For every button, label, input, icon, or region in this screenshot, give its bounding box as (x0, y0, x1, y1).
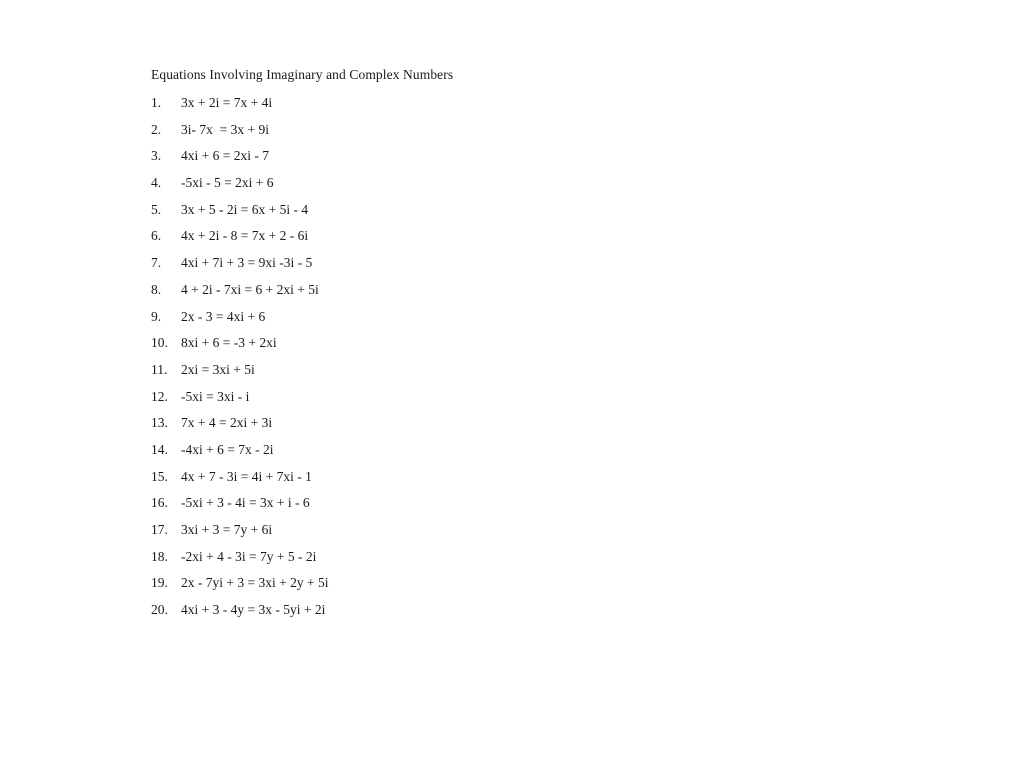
problem-equation: 3x + 5 - 2i = 6x + 5i - 4 (181, 201, 309, 217)
problem-number: 3. (151, 148, 162, 164)
problem-list (151, 94, 328, 628)
problem-number: 4. (151, 175, 162, 191)
problem-4 (151, 174, 328, 201)
problem-10 (151, 334, 328, 361)
problem-equation: 3i- 7x = 3x + 9i (181, 121, 269, 137)
problem-equation: 7x + 4 = 2xi + 3i (181, 415, 273, 431)
problem-number: 20. (151, 602, 168, 618)
problem-equation: 8xi + 6 = -3 + 2xi (181, 335, 277, 351)
problem-number: 11. (151, 361, 168, 377)
problem-equation: 3x + 2i = 7x + 4i (181, 95, 273, 110)
problem-equation: -4xi + 6 = 7x - 2i (181, 441, 274, 457)
problem-number: 17. (151, 522, 168, 537)
problem-equation: -2xi + 4 - 3i = 7y + 5 - 2i (181, 548, 317, 564)
problem-14 (151, 441, 328, 468)
problem-7 (151, 254, 328, 281)
problem-equation: 3xi + 3 = 7y + 6i (181, 522, 273, 537)
problem-number: 5. (151, 201, 162, 217)
problem-number: 16. (151, 495, 168, 511)
problem-equation: -5xi + 3 - 4i = 3x + i - 6 (181, 495, 310, 511)
problem-5 (151, 201, 328, 228)
problem-number: 7. (151, 255, 162, 271)
problem-equation: 4x + 2i - 8 = 7x + 2 - 6i (181, 228, 309, 244)
problem-equation: 4xi + 6 = 2xi - 7 (181, 148, 269, 164)
problem-2 (151, 121, 328, 148)
problem-equation: 4xi + 7i + 3 = 9xi -3i - 5 (181, 255, 313, 271)
problem-number: 13. (151, 415, 168, 431)
problem-16 (151, 494, 328, 521)
problem-13 (151, 414, 328, 441)
problem-equation: 4x + 7 - 3i = 4i + 7xi - 1 (181, 468, 312, 484)
problem-equation: 4 + 2i - 7xi = 6 + 2xi + 5i (181, 281, 319, 297)
problem-3 (151, 147, 328, 174)
problem-17 (151, 521, 328, 548)
problem-equation: 4xi + 3 - 4y = 3x - 5yi + 2i (181, 602, 326, 618)
problem-number: 18. (151, 548, 168, 564)
problem-1 (151, 94, 328, 121)
problem-number: 14. (151, 441, 168, 457)
problem-number: 19. (151, 575, 168, 591)
problem-8 (151, 281, 328, 308)
problem-9 (151, 308, 328, 335)
problem-equation: -5xi - 5 = 2xi + 6 (181, 175, 274, 191)
problem-equation: 2x - 7yi + 3 = 3xi + 2y + 5i (181, 575, 329, 591)
problem-number: 2. (151, 121, 162, 137)
problem-equation: 2xi = 3xi + 5i (181, 361, 255, 377)
problem-number: 8. (151, 281, 162, 297)
problem-equation: -5xi = 3xi - i (181, 388, 250, 404)
problem-equation: 2x - 3 = 4xi + 6 (181, 308, 266, 324)
worksheet-title: Equations Involving Imaginary and Complex Numbers (151, 67, 454, 82)
problem-18 (151, 548, 328, 575)
problem-12 (151, 388, 328, 415)
problem-number: 12. (151, 388, 168, 404)
problem-number: 1. (151, 95, 162, 110)
problem-number: 15. (151, 468, 168, 484)
problem-19 (151, 574, 328, 601)
problem-number: 6. (151, 228, 162, 244)
problem-number: 9. (151, 308, 162, 324)
problem-15 (151, 468, 328, 495)
problem-20 (151, 601, 328, 628)
problem-number: 10. (151, 335, 168, 351)
problem-11 (151, 361, 328, 388)
problem-6 (151, 227, 328, 254)
